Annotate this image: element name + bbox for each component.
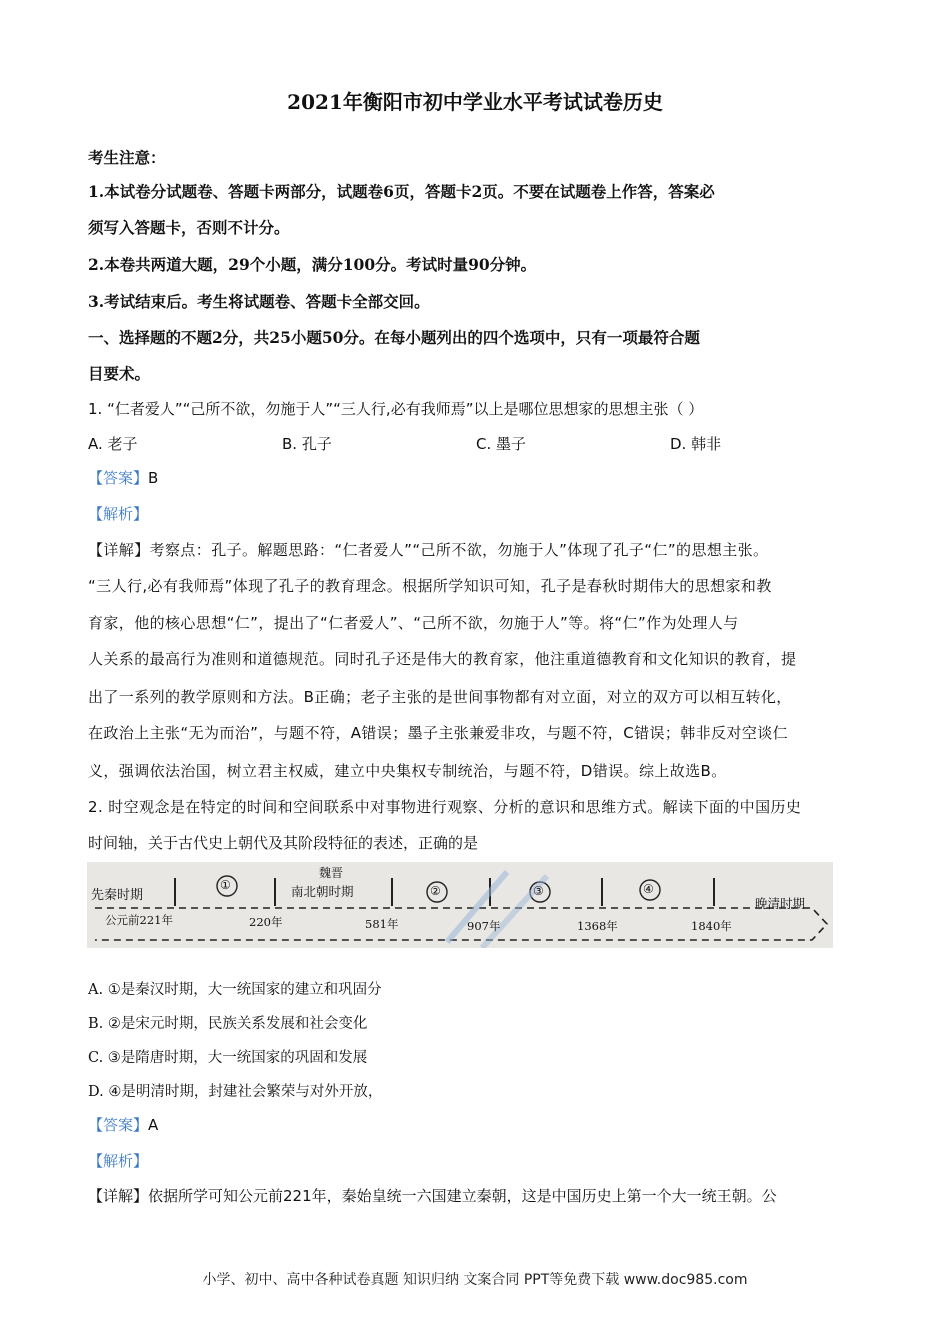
tl-period-nanbei: 南北朝时期 <box>291 884 354 899</box>
tl-marker-2: ② <box>430 884 441 898</box>
q2-answer <box>88 1114 158 1135</box>
detail-text: 考察点：孔子。解题思路：“仁者爱人”“己所不欲，勿施于人”体现了孔子“仁”的思想主张。 <box>149 541 769 559</box>
notice-line-1b: 须写入答题卡，否则不计分。 <box>88 218 290 237</box>
detail-tag: 【详解】 <box>88 1187 149 1205</box>
tl-period-pre-qin: 先秦时期 <box>91 888 144 903</box>
q2-option-c: C. ③是隋唐时期，大一统国家的巩固和发展 <box>88 1050 368 1066</box>
tl-year-221bc: 公元前221年 <box>105 913 173 927</box>
page-footer: 小学、初中、高中各种试卷真题 知识归纳 文案合同 PPT等免费下载 www.doc985.com <box>202 1272 748 1288</box>
q2-option-a: A. ①是秦汉时期，大一统国家的建立和巩固分 <box>88 982 382 998</box>
q2-option-b: B. ②是宋元时期，民族关系发展和社会变化 <box>88 1016 368 1032</box>
q2-analysis-tag: 【解析】 <box>88 1152 149 1170</box>
notice-line-2: 2.本卷共两道大题，29个小题，满分100分。考试时量90分钟。 <box>88 255 537 274</box>
q1-analysis-tag: 【解析】 <box>88 505 149 523</box>
answer-tag: 【答案】 <box>88 1116 149 1134</box>
tl-year-581: 581年 <box>365 917 399 931</box>
section-1-instructions-b: 目要术。 <box>88 364 151 383</box>
tl-year-1840: 1840年 <box>691 919 732 933</box>
q1-option-d: D. 韩非 <box>670 435 722 453</box>
q1-detail-line-2: “三人行,必有我师焉”体现了孔子的教育理念。根据所学知识可知，孔子是春秋时期伟大的思想家和教 <box>88 577 772 595</box>
tl-year-220: 220年 <box>249 915 283 929</box>
tl-year-907: 907年 <box>467 919 501 933</box>
notice-line-3: 3.考试结束后。考生将试题卷、答题卡全部交回。 <box>88 292 430 311</box>
section-1-instructions-a: 一、选择题的不题2分，共25小题50分。在每小题列出的四个选项中，只有一项最符合题 <box>88 328 700 347</box>
answer-tag: 【答案】 <box>88 469 149 487</box>
tl-year-1368: 1368年 <box>577 919 618 933</box>
notice-heading: 考生注意： <box>88 148 166 167</box>
q1-detail-line-3: 育家，他的核心思想“仁”，提出了“仁者爱人”、“己所不欲，勿施于人”等。将“仁”作为处理人与 <box>88 614 739 632</box>
detail-text: 依据所学可知公元前221年，秦始皇统一六国建立秦朝，这是中国历史上第一个大一统王朝。公 <box>148 1187 777 1205</box>
q1-detail-line-7: 义，强调依法治国，树立君主权威，建立中央集权专制统治，与题不符，D错误。综上故选B。 <box>88 762 727 780</box>
q1-detail-line-5: 出了一系列的教学原则和方法。B正确；老子主张的是世间事物都有对立面，对立的双方可以相互转化， <box>88 688 792 706</box>
tl-period-wei-jin: 魏晋 <box>319 866 344 880</box>
tl-marker-1: ① <box>220 878 231 892</box>
notice-line-1a: 1.本试卷分试题卷、答题卡两部分，试题卷6页，答题卡2页。不要在试题卷上作答，答案必 <box>88 182 715 201</box>
q1-detail-line-6: 在政治上主张“无为而治”，与题不符，A错误；墨子主张兼爱非攻，与题不符，C错误；韩非反对空谈仁 <box>88 724 789 742</box>
tl-period-late-ming-qing: 晚清时期 <box>755 896 806 911</box>
answer-value: B <box>148 469 159 487</box>
history-timeline-image <box>87 862 833 948</box>
exam-title: 2021年衡阳市初中学业水平考试试卷历史 <box>287 90 663 114</box>
q2-stem-line-2: 时间轴，关于古代史上朝代及其阶段特征的表述，正确的是 <box>88 834 479 852</box>
q1-detail-line-4: 人关系的最高行为准则和道德规范。同时孔子还是伟大的教育家，他注重道德教育和文化知识的教育，提 <box>88 650 797 668</box>
q1-stem: 1. “仁者爱人”“己所不欲，勿施于人”“三人行,必有我师焉”以上是哪位思想家的思想主张（ ） <box>88 400 704 418</box>
answer-value: A <box>148 1116 159 1134</box>
q1-option-a: A. 老子 <box>88 435 138 453</box>
q1-detail-line-1 <box>88 539 768 560</box>
detail-tag: 【详解】 <box>88 541 150 559</box>
q2-detail-line-1 <box>88 1185 777 1206</box>
q1-answer <box>88 467 158 488</box>
q2-stem-line-1: 2. 时空观念是在特定的时间和空间联系中对事物进行观察、分析的意识和思维方式。解读下面的中国历史 <box>88 798 802 816</box>
tl-marker-4: ④ <box>643 882 654 896</box>
q1-option-c: C. 墨子 <box>476 435 527 453</box>
q2-option-d: D. ④是明清时期，封建社会繁荣与对外开放， <box>88 1084 383 1100</box>
q1-option-b: B. 孔子 <box>282 435 332 453</box>
tl-marker-3: ③ <box>533 884 544 898</box>
